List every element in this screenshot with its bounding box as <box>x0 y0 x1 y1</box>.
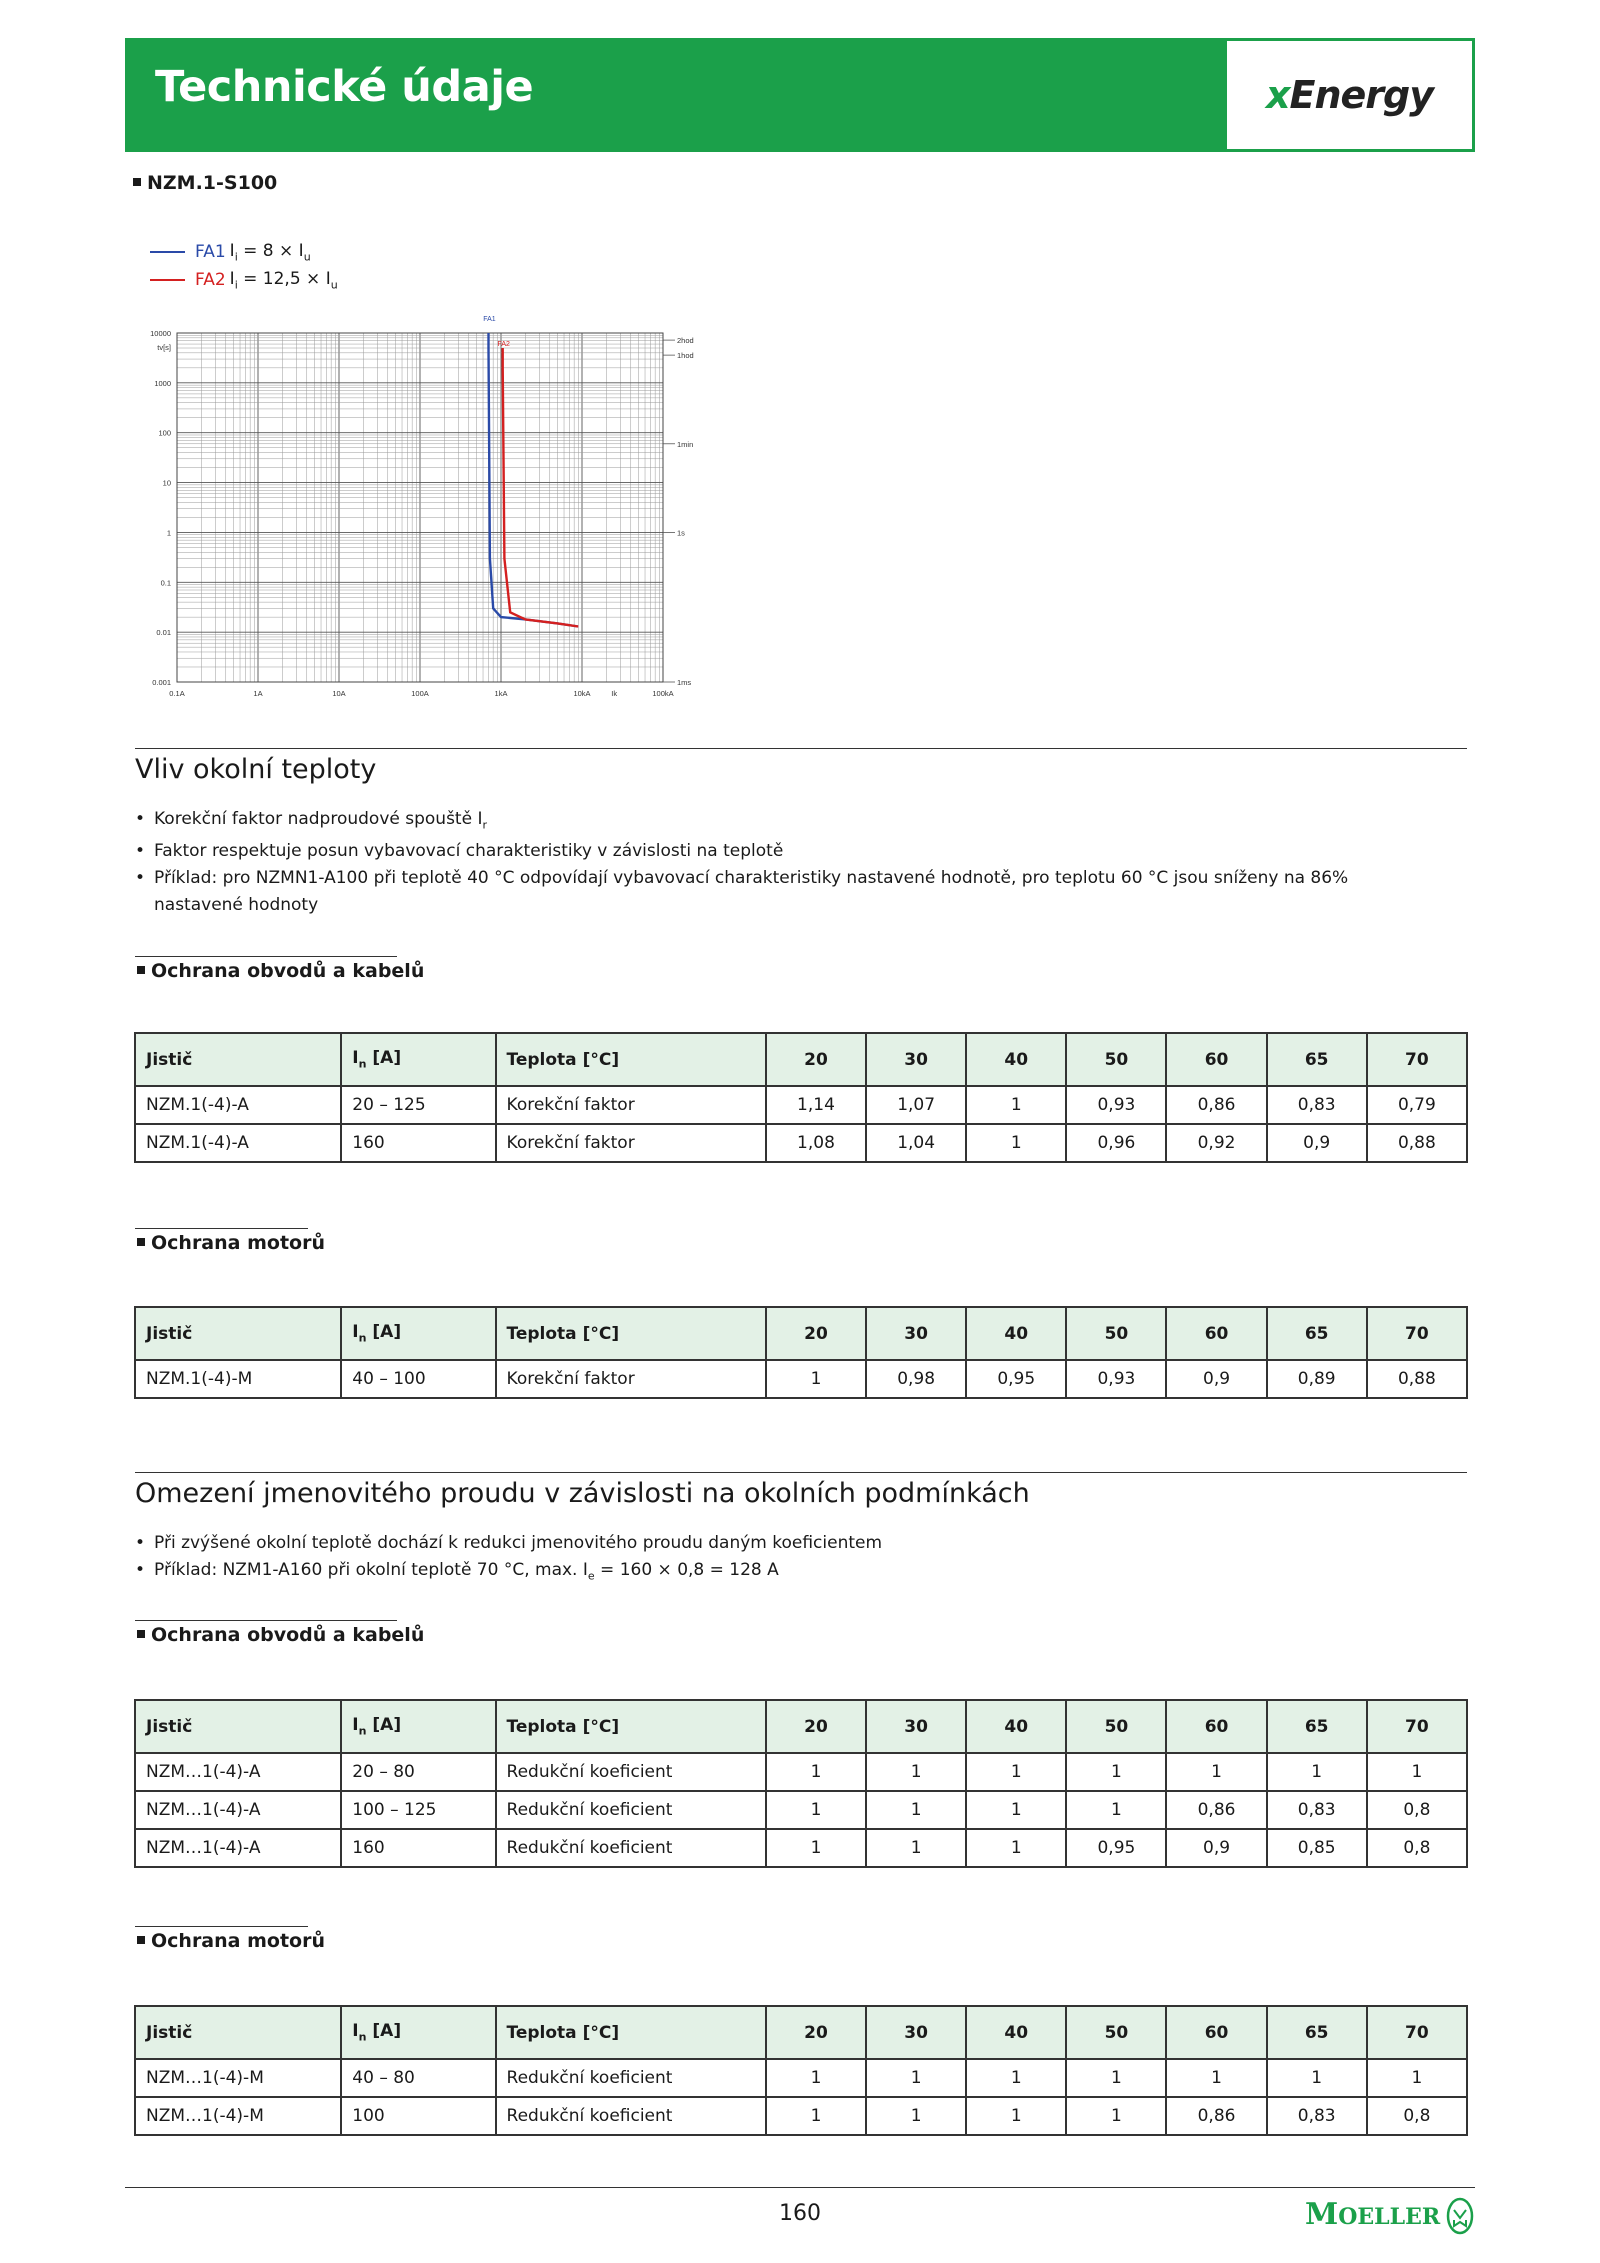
header-cell: 40 <box>966 1307 1066 1360</box>
table-cell: 0,93 <box>1066 1360 1166 1398</box>
table-cell: 1 <box>866 2097 966 2135</box>
x-tick-label: Ik <box>611 689 618 698</box>
table-cell: 1 <box>1166 2059 1266 2097</box>
table-cell: 1 <box>866 2059 966 2097</box>
x-tick-label: 100kA <box>652 689 674 698</box>
table-cell: 0,95 <box>966 1360 1066 1398</box>
table-cell: 1 <box>766 2097 866 2135</box>
table-cell: 0,93 <box>1066 1086 1166 1124</box>
table-motor-reduction <box>134 2005 1468 2136</box>
x-tick-label: 1A <box>253 689 263 698</box>
table-cell: 1 <box>1267 1753 1367 1791</box>
footer-rule <box>125 2187 1475 2188</box>
table-header-row <box>135 1700 1467 1753</box>
table-cell: 0,95 <box>1066 1829 1166 1867</box>
trip-characteristic-chart <box>125 306 725 711</box>
section-heading: Vliv okolní teploty <box>135 754 377 785</box>
table-cell: 0,9 <box>1166 1829 1266 1867</box>
right-tick-label: 1hod <box>677 351 694 361</box>
header-cell: 60 <box>1166 1307 1266 1360</box>
table-row <box>135 1086 1467 1124</box>
table-cell: 0,92 <box>1166 1124 1266 1162</box>
header-cell: 60 <box>1166 1033 1266 1086</box>
table-cell: 1 <box>966 2097 1066 2135</box>
x-tick-label: 1kA <box>494 689 508 698</box>
subsection-rule <box>135 1620 397 1621</box>
header-cell: 50 <box>1066 2006 1166 2059</box>
table-cell: 0,89 <box>1267 1360 1367 1398</box>
table-cell: 1 <box>1166 1753 1266 1791</box>
table-cell: 0,83 <box>1267 1791 1367 1829</box>
chart-legend <box>150 238 338 294</box>
header-cell: Jistič <box>135 2006 341 2059</box>
right-tick-label: 1ms <box>677 678 692 687</box>
x-tick-label: 10kA <box>573 689 591 698</box>
header-cell: 65 <box>1267 1033 1367 1086</box>
table-cell: 1,14 <box>766 1086 866 1124</box>
table-cell: Redukční koeficient <box>496 1829 766 1867</box>
table-cell: 1 <box>1066 2059 1166 2097</box>
table-cell: 0,88 <box>1367 1360 1467 1398</box>
header-cell: Jistič <box>135 1033 341 1086</box>
y-tick-label: 10 <box>162 478 171 488</box>
bullet-item: • Korekční faktor nadproudové spouště $I_r$ <box>135 806 1465 838</box>
header-cell: $I_n$ [A] <box>341 1700 495 1753</box>
subsection-label: Ochrana obvodů a kabelů <box>137 1624 424 1646</box>
header-cell: 50 <box>1066 1307 1166 1360</box>
y-axis-label: tv[s] <box>157 343 171 352</box>
y-tick-label: 1000 <box>154 378 171 388</box>
table-motor-correction <box>134 1306 1468 1399</box>
table-cell: 1 <box>966 1791 1066 1829</box>
bullet-item: • Faktor respektuje posun vybavovací charakteristiky v závislosti na teplotě <box>135 838 1465 865</box>
table-cell: 0,83 <box>1267 2097 1367 2135</box>
table-cell: 1 <box>1066 1753 1166 1791</box>
bullet-item: • Příklad: pro NZMN1-A100 při teplotě 40 °C odpovídají vybavovací charakteristiky nastavené hodnotě, pro teplotu 60 °C jsou sníženy na 86% nastavené hodnoty <box>135 865 1465 919</box>
header-cell: 20 <box>766 1700 866 1753</box>
table-cell: NZM…1(-4)-A <box>135 1791 341 1829</box>
table-cell: 0,9 <box>1267 1124 1367 1162</box>
legend-line-icon <box>150 251 185 253</box>
header-cell: 40 <box>966 2006 1066 2059</box>
table-cell: 1 <box>766 1791 866 1829</box>
table-cell: 100 <box>341 2097 495 2135</box>
series-label-fa1: FA1 <box>483 316 496 323</box>
table-cell: 100 – 125 <box>341 1791 495 1829</box>
subsection-rule <box>135 956 397 957</box>
subsection-label: Ochrana motorů <box>137 1930 325 1952</box>
table-cell: 1 <box>866 1791 966 1829</box>
header-cell: 50 <box>1066 1700 1166 1753</box>
table-cell: 0,86 <box>1166 1086 1266 1124</box>
table-cell: 1 <box>1367 2059 1467 2097</box>
table-row <box>135 1829 1467 1867</box>
x-tick-label: 10A <box>332 689 346 698</box>
subsection-rule <box>135 1228 308 1229</box>
header-cell: Teplota [°C] <box>496 1307 766 1360</box>
table-row <box>135 2059 1467 2097</box>
table-row <box>135 1360 1467 1398</box>
table-cell: 40 – 80 <box>341 2059 495 2097</box>
section2-bullets <box>135 1530 1465 1589</box>
section-divider <box>135 748 1467 749</box>
table-cell: NZM.1(-4)-M <box>135 1360 341 1398</box>
table-cell: 20 – 125 <box>341 1086 495 1124</box>
table-cell: 0,8 <box>1367 1791 1467 1829</box>
logo-wordmark: xEnergy <box>1265 73 1433 117</box>
table-cell: 1,07 <box>866 1086 966 1124</box>
header-cell: 40 <box>966 1033 1066 1086</box>
bullet-item: • Příklad: NZM1-A160 při okolní teplotě 70 °C, max. $I_e = 160 \times 0,8 = 128$ A <box>135 1557 1465 1589</box>
product-label: NZM.1-S100 <box>133 172 277 194</box>
header-cell: 60 <box>1166 2006 1266 2059</box>
table-header-row <box>135 2006 1467 2059</box>
table-cell: NZM.1(-4)-A <box>135 1086 341 1124</box>
header-cell: Jistič <box>135 1700 341 1753</box>
table-cell: 0,8 <box>1367 1829 1467 1867</box>
table-cell: 0,96 <box>1066 1124 1166 1162</box>
table-cell: 0,9 <box>1166 1360 1266 1398</box>
y-tick-label: 100 <box>158 428 171 438</box>
series-label-fa2: FA2 <box>497 341 510 349</box>
header-cell: 65 <box>1267 1700 1367 1753</box>
table-cell: 1 <box>766 1829 866 1867</box>
header-cell: 20 <box>766 2006 866 2059</box>
table-cell: Korekční faktor <box>496 1086 766 1124</box>
y-tick-label: 10000 <box>150 329 171 338</box>
table-header-row <box>135 1033 1467 1086</box>
header-cell: 20 <box>766 1307 866 1360</box>
section1-bullets <box>135 806 1465 919</box>
table-cell: 0,98 <box>866 1360 966 1398</box>
table-cell: 1,04 <box>866 1124 966 1162</box>
header-cell: 40 <box>966 1700 1066 1753</box>
header-cell: Teplota [°C] <box>496 2006 766 2059</box>
table-cell: 0,85 <box>1267 1829 1367 1867</box>
page-title: Technické údaje <box>155 62 534 112</box>
header-cell: Teplota [°C] <box>496 1700 766 1753</box>
table-cell: 1,08 <box>766 1124 866 1162</box>
table-cell: 0,86 <box>1166 2097 1266 2135</box>
header-cell: 60 <box>1166 1700 1266 1753</box>
table-cell: 0,83 <box>1267 1086 1367 1124</box>
table-cell: NZM…1(-4)-A <box>135 1753 341 1791</box>
subsection-label: Ochrana obvodů a kabelů <box>137 960 424 982</box>
x-tick-label: 0.1A <box>169 689 185 698</box>
y-tick-label: 1 <box>166 528 171 538</box>
subsection-rule <box>135 1926 308 1927</box>
table-cell: 1 <box>866 1829 966 1867</box>
table-cell: 0,79 <box>1367 1086 1467 1124</box>
table-cell: 1 <box>966 1086 1066 1124</box>
moeller-wordmark: MOELLER <box>1305 2197 1441 2232</box>
header-cell: 50 <box>1066 1033 1166 1086</box>
header-cell: 70 <box>1367 2006 1467 2059</box>
table-cell: 1 <box>766 1360 866 1398</box>
bullet-square-icon <box>137 1936 145 1944</box>
right-tick-label: 1min <box>677 439 694 449</box>
table-cell: Redukční koeficient <box>496 1791 766 1829</box>
bullet-square-icon <box>133 178 141 186</box>
header-cell: 30 <box>866 2006 966 2059</box>
header-cell: 30 <box>866 1033 966 1086</box>
table-cell: Korekční faktor <box>496 1360 766 1398</box>
right-tick-label: 1s <box>677 528 685 538</box>
header-cell: 70 <box>1367 1700 1467 1753</box>
bullet-square-icon <box>137 966 145 974</box>
x-tick-label: 100A <box>411 689 429 698</box>
header-cell: 70 <box>1367 1033 1467 1086</box>
table-cell: 1 <box>1066 1791 1166 1829</box>
table-cell: 20 – 80 <box>341 1753 495 1791</box>
table-row <box>135 1791 1467 1829</box>
header-cell: $I_n$ [A] <box>341 1307 495 1360</box>
table-cell: NZM…1(-4)-A <box>135 1829 341 1867</box>
table-cell: 1 <box>966 1124 1066 1162</box>
table-cell: 1 <box>966 1753 1066 1791</box>
header-cell: 20 <box>766 1033 866 1086</box>
table-cell: 1 <box>866 1753 966 1791</box>
table-cell: NZM…1(-4)-M <box>135 2059 341 2097</box>
table-cell: NZM.1(-4)-A <box>135 1124 341 1162</box>
subsection-label: Ochrana motorů <box>137 1232 325 1254</box>
table-cell: Redukční koeficient <box>496 2059 766 2097</box>
section-heading: Omezení jmenovitého proudu v závislosti na okolních podmínkách <box>135 1478 1030 1509</box>
right-tick-label: 2hod <box>677 336 694 346</box>
xenergy-logo <box>1227 41 1472 149</box>
header-cell: 65 <box>1267 1307 1367 1360</box>
table-cell: 1 <box>1267 2059 1367 2097</box>
table-cell: 0,8 <box>1367 2097 1467 2135</box>
header-cell: Teplota [°C] <box>496 1033 766 1086</box>
header-cell: $I_n$ [A] <box>341 2006 495 2059</box>
table-cell: 1 <box>1066 2097 1166 2135</box>
table-circuit-reduction <box>134 1699 1468 1868</box>
header-cell: 30 <box>866 1700 966 1753</box>
table-cell: Redukční koeficient <box>496 1753 766 1791</box>
table-cell: 0,88 <box>1367 1124 1467 1162</box>
table-cell: 1 <box>1367 1753 1467 1791</box>
y-tick-label: 0.01 <box>156 628 171 638</box>
table-cell: 160 <box>341 1829 495 1867</box>
table-cell: 1 <box>766 2059 866 2097</box>
bullet-square-icon <box>137 1630 145 1638</box>
y-tick-label: 0.1 <box>160 578 171 588</box>
table-cell: Redukční koeficient <box>496 2097 766 2135</box>
table-cell: 0,86 <box>1166 1791 1266 1829</box>
page-number: 160 <box>779 2201 821 2226</box>
legend-item-fa1: FA1 $I_i = 8 \times I_u$ <box>150 238 338 266</box>
table-cell: 1 <box>966 1829 1066 1867</box>
bullet-item: • Při zvýšené okolní teplotě dochází k redukci jmenovitého proudu daným koeficientem <box>135 1530 1465 1557</box>
header-cell: Jistič <box>135 1307 341 1360</box>
table-circuit-correction <box>134 1032 1468 1163</box>
legend-item-fa2: FA2 $I_i = 12,5 \times I_u$ <box>150 266 338 294</box>
table-cell: Korekční faktor <box>496 1124 766 1162</box>
table-cell: 40 – 100 <box>341 1360 495 1398</box>
table-cell: 160 <box>341 1124 495 1162</box>
table-cell: NZM…1(-4)-M <box>135 2097 341 2135</box>
header-cell: 30 <box>866 1307 966 1360</box>
table-cell: 1 <box>966 2059 1066 2097</box>
y-tick-label: 0.001 <box>152 678 171 687</box>
bullet-square-icon <box>137 1238 145 1246</box>
moeller-emblem-icon <box>1446 2196 1474 2236</box>
table-row <box>135 2097 1467 2135</box>
header-cell: 65 <box>1267 2006 1367 2059</box>
table-cell: 1 <box>766 1753 866 1791</box>
table-header-row <box>135 1307 1467 1360</box>
table-row <box>135 1753 1467 1791</box>
header-cell: $I_n$ [A] <box>341 1033 495 1086</box>
header-cell: 70 <box>1367 1307 1467 1360</box>
legend-line-icon <box>150 279 185 281</box>
table-row <box>135 1124 1467 1162</box>
section-divider <box>135 1472 1467 1473</box>
page-header <box>125 38 1475 152</box>
